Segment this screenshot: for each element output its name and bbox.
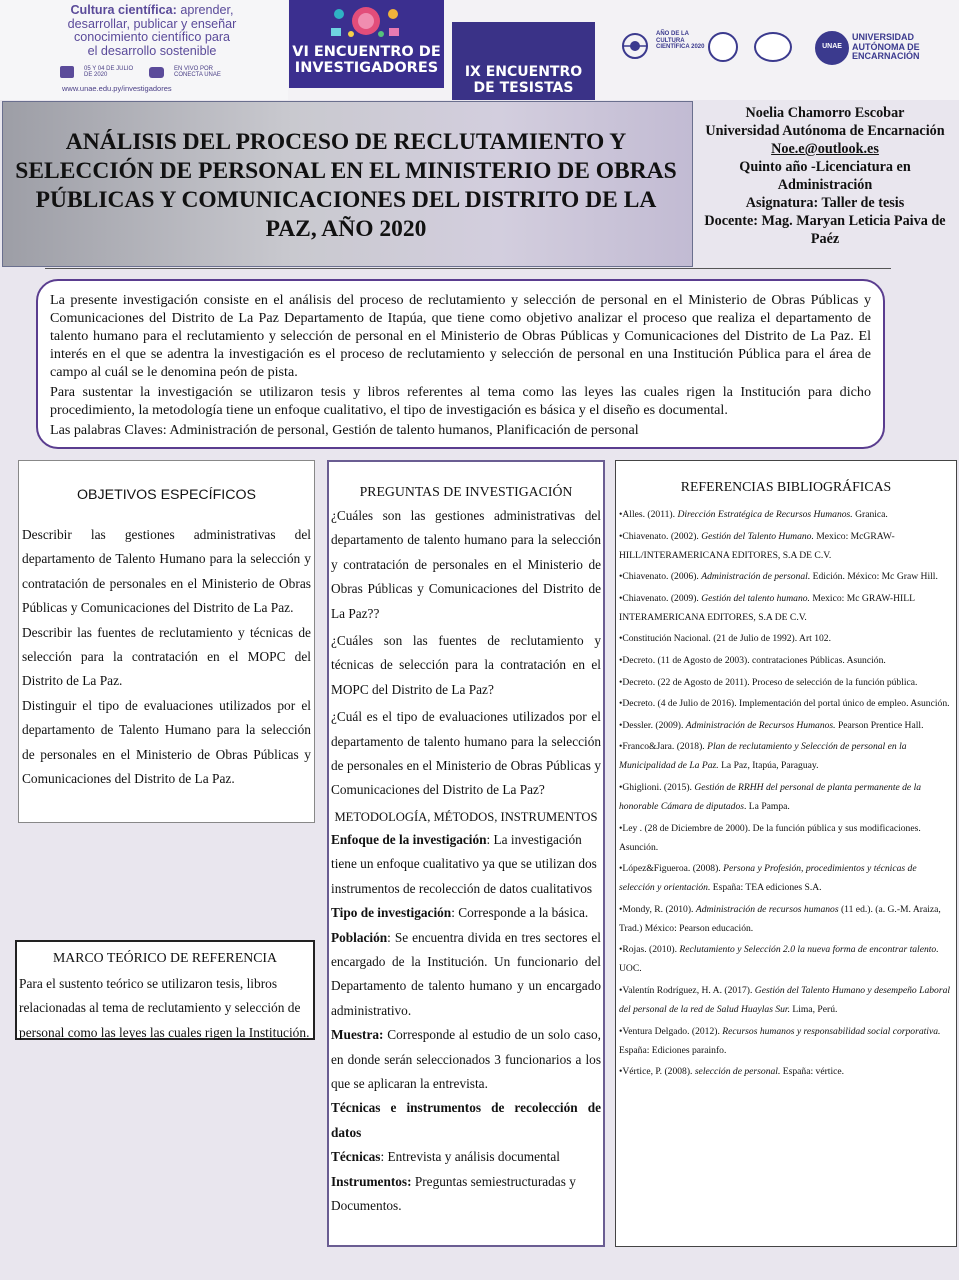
poblacion-text: : Se encuentra divida en tres sectores el encargado de la Institución. Un funcionario del Departamento de talento humano y un encargado administrativo. (331, 929, 601, 1018)
university-logo-text: UNIVERSIDAD AUTÓNOMA DE ENCARNACIÓN (852, 32, 920, 61)
objective-item: Describir las fuentes de reclutamiento y técnicas de selección para la contratación en el MOPC del Distrito de La Paz. (22, 624, 311, 689)
reference-title: Gestión del Talento Humano y desempeño Laboral del personal de la red de Salud Huaylas Sur. (619, 984, 951, 1015)
theory-box (15, 940, 315, 1040)
reference-text: Pearson Prentice Hall. (835, 719, 924, 731)
reference-text: •López&Figueroa. (2008). (619, 863, 724, 875)
reference-item (619, 589, 953, 627)
muestra-label: Muestra: (331, 1027, 384, 1043)
author-block (693, 104, 957, 248)
event-live: EN VIVO POR CONECTA UNAE (174, 66, 221, 78)
reference-text: •Ghiglioni. (2015). (619, 781, 695, 793)
tecnicas-heading: Técnicas e instrumentos de recolección de datos (331, 1100, 601, 1140)
live-stream-icon (149, 67, 164, 78)
reference-item (619, 737, 953, 775)
abstract-keywords: Las palabras Claves: Administración de personal, Gestión de talento humanos, Planificación de personal (50, 422, 639, 438)
reference-item (619, 527, 953, 565)
reference-text: Mexico: McGRAW-HILL/INTERAMERICANA EDITORES, S.A DE C.V. (619, 530, 895, 561)
reference-item (619, 629, 953, 648)
reference-item (619, 651, 953, 670)
references-list (619, 505, 953, 1081)
science-icons-art (325, 4, 407, 40)
reference-text: . La Pampa. (744, 800, 790, 812)
reference-text: Granica. (852, 509, 888, 520)
author-university: Universidad Autónoma de Encarnación (705, 123, 945, 139)
tecnicas-label: Técnicas (331, 1149, 381, 1165)
reference-text: •Constitución Nacional. (21 de Julio de 1992). Art 102. (619, 633, 831, 645)
slogan-line-2: desarrollar, publicar y enseñar (67, 16, 237, 31)
abstract-box (36, 279, 885, 449)
reference-title: Gestión de RRHH del personal de planta permanente de la honorable Cámara de diputados (619, 781, 922, 812)
objective-item: Describir las gestiones administrativas del departamento de Talento Humano para la selección y contratación de personales en el Ministerio de Obras Públicas y Comunicaciones del Distrito de La Paz. (22, 527, 311, 616)
divider (45, 268, 891, 269)
slogan-line-3: conocimiento científico para (73, 30, 231, 44)
slogan-bold: Cultura científica: (70, 3, 177, 17)
muestra-text: Corresponde al estudio de un solo caso, en donde serán seleccionados 3 funcionarios a los que se aplicaran la entrevista. (331, 1027, 601, 1091)
reference-item (619, 778, 953, 816)
reference-title: Reclutamiento y Selección 2.0 la nueva forma de encontrar talento. (679, 944, 939, 956)
reference-title: Dirección Estratégica de Recursos Humanos. (677, 509, 853, 520)
header-banner (0, 0, 959, 100)
science-year-icon (620, 31, 650, 61)
reference-item (619, 716, 953, 735)
methodology-poblacion (331, 926, 601, 1024)
reference-text: Edición. México: Mc Graw Hill. (810, 571, 938, 583)
objectives-heading: OBJETIVOS ESPECÍFICOS (77, 487, 256, 503)
event-slogan (36, 4, 268, 58)
methodology-muestra (331, 1023, 601, 1096)
event-dates: 05 Y 04 DE JULIO DE 2020 (84, 66, 134, 78)
reference-text: •Chiavenato. (2002). (619, 530, 702, 542)
question-item: ¿Cuáles son las gestiones administrativas del departamento de talento humano para la selección y contratación de personales en el Ministerio de Obras Públicas y Comunicaciones del Distrito de La Paz?? (331, 508, 601, 621)
partner-logo-icon (754, 32, 792, 62)
reference-item (619, 819, 953, 857)
slogan-line-4: el desarrollo sostenible (87, 43, 217, 58)
tipo-label: Tipo de investigación (331, 905, 452, 921)
questions-box (327, 460, 605, 1247)
cidi-logo-icon (708, 32, 738, 62)
poster-title: ANÁLISIS DEL PROCESO DE RECLUTAMIENTO Y SELECCIÓN DE PERSONAL EN EL MINISTERIO DE OBRAS PÚBLICAS Y COMUNICACIONES DEL DISTRITO DE LA PAZ, AÑO 2020 (15, 129, 677, 242)
abstract-paragraph-2: Para sustentar la investigación se utilizaron tesis y libros referentes al tema como las leyes las cuales rigen la Institución para dicho procedimiento, la metodología tiene un enfoque cualitativo, el tipo de investigación es básica y el diseño es documental. (50, 384, 871, 418)
reference-text: •Franco&Jara. (2018). (619, 741, 708, 753)
event-logo-investigadores (289, 0, 444, 88)
reference-text: Mexico: Mc GRAW-HILL INTERAMERICANA EDITORES, S.A DE C.V. (619, 592, 915, 623)
question-item: ¿Cuál es el tipo de evaluaciones utilizados por el departamento de talento humano para la selección de personales en el Ministerio de Obras Públicas y Comunicaciones del Distrito de La Paz? (331, 709, 601, 798)
tipo-text: : Corresponde a la básica. (451, 905, 589, 921)
reference-text: •Chiavenato. (2006). (619, 571, 702, 583)
reference-item (619, 981, 953, 1019)
theory-text: Para el sustento teórico se utilizaron tesis, libros relacionadas al tema de reclutamiento y selección de personal como las leyes las cuales rigen la Institución. (19, 976, 310, 1040)
author-program: Quinto año -Licenciatura en Administración (739, 159, 911, 193)
methodology-instrumentos (331, 1170, 601, 1219)
reference-text: España: TEA ediciones S.A. (710, 882, 822, 894)
reference-item (619, 940, 953, 978)
methodology-tipo (331, 901, 601, 925)
event-slogan-panel (0, 0, 288, 100)
event-logo-tesistas (452, 22, 595, 100)
reference-item (619, 1022, 953, 1060)
reference-text: España: Ediciones parainfo. (619, 1044, 727, 1056)
author-name: Noelia Chamorro Escobar (745, 105, 905, 121)
methodology-tecnicas-heading (331, 1096, 601, 1145)
unae-seal-icon (815, 31, 849, 65)
reference-text: •Decreto. (4 de Julio de 2016). Implementación del portal único de empleo. Asunción. (619, 698, 950, 710)
reference-text: Lima, Perú. (789, 1003, 838, 1015)
instrumentos-text: Preguntas semiestructuradas y Documentos. (331, 1173, 576, 1213)
reference-item (619, 505, 953, 524)
event-url[interactable]: www.unae.edu.py/investigadores (62, 84, 172, 93)
reference-item (619, 1062, 953, 1081)
question-item: ¿Cuáles son las fuentes de reclutamiento y técnicas de selección para la contratación en el MOPC del Distrito de La Paz? (331, 633, 601, 697)
event-title-1: VI ENCUENTRO DE INVESTIGADORES (292, 44, 441, 76)
questions-heading: PREGUNTAS DE INVESTIGACIÓN (359, 484, 573, 499)
enfoque-label: Enfoque de la investigación (331, 831, 487, 847)
tecnicas-text: : Entrevista y análisis documental (380, 1149, 560, 1165)
reference-item (619, 673, 953, 692)
reference-text: (11 ed.). (a. G.-M. Araiza, Trad.) México: Pearson educación. (619, 903, 941, 934)
reference-title: selección de personal. (694, 1066, 781, 1078)
reference-title: Gestión del talento humano. (701, 592, 810, 604)
objectives-box (18, 460, 315, 823)
reference-title: Administración de Recursos Humanos. (685, 719, 836, 731)
reference-text: La Paz, Itapúa, Paraguay. (718, 760, 819, 772)
author-subject: Asignatura: Taller de tesis (745, 195, 905, 211)
instrumentos-label: Instrumentos: (331, 1173, 412, 1189)
reference-text: •Chiavenato. (2009). (619, 592, 702, 604)
calendar-icon (60, 66, 74, 78)
title-panel (2, 101, 693, 267)
reference-title: Persona y Profesión, procedimientos y técnicas de selección y orientación. (619, 863, 917, 894)
reference-title: Plan de reclutamiento y Selección de personal en la Municipalidad de La Paz. (619, 741, 907, 772)
reference-title: Recursos humanos y responsabilidad social corporativa. (722, 1025, 941, 1037)
reference-text: •Ley . (28 de Diciembre de 2000). De la función pública y sus modificaciones. Asunción. (619, 822, 921, 853)
references-heading: REFERENCIAS BIBLIOGRÁFICAS (680, 479, 892, 494)
reference-item (619, 567, 953, 586)
reference-item (619, 859, 953, 897)
institution-logos (620, 25, 955, 65)
references-box (615, 460, 957, 1247)
reference-title: Gestión del Talento Humano. (701, 530, 814, 542)
event-dates-row (60, 66, 234, 78)
author-email[interactable]: Noe.e@outlook.es (771, 141, 879, 157)
reference-title: Administración de recursos humanos (695, 903, 839, 915)
methodology-tecnicas (331, 1145, 601, 1169)
reference-text: •Decreto. (22 de Agosto de 2011). Proceso de selección de la función pública. (619, 676, 918, 688)
reference-text: •Ventura Delgado. (2012). (619, 1025, 723, 1037)
reference-text: •Dessler. (2009). (619, 719, 686, 731)
event-title-2: IX ENCUENTRO DE TESISTAS (464, 64, 583, 96)
unae-seal-text: UNAE (822, 43, 842, 50)
reference-text: •Decreto. (11 de Agosto de 2003). contrataciones Públicas. Asunción. (619, 654, 886, 666)
reference-text: •Vértice, P. (2008). (619, 1066, 695, 1078)
enfoque-text: : La investigación tiene un enfoque cualitativo ya que se utilizan dos instrumentos de recolección de datos cualitativos (331, 831, 597, 896)
reference-text: •Mondy, R. (2010). (619, 903, 696, 915)
reference-text: •Valentín Rodríguez, H. A. (2017). (619, 984, 755, 996)
author-teacher: Docente: Mag. Maryan Leticia Paiva de Paéz (704, 213, 946, 247)
methodology-enfoque (331, 828, 601, 901)
reference-item (619, 900, 953, 938)
reference-title: Administración de personal. (701, 571, 811, 583)
reference-text: •Rojas. (2010). (619, 944, 680, 956)
abstract-paragraph-1: La presente investigación consiste en el análisis del proceso de reclutamiento y selección de personal en el Ministerio de Obras Públicas y Comunicaciones del Distrito de La Paz Departamento de Itapúa, que tiene como objetivo analizar el proceso que realiza el departamento de talento humano para el reclutamiento y selección de personal en el Ministerio de Obras Públicas y Comunicaciones del Distrito de La Paz. El interés en el que se adentra la investigación es el proceso de reclutamiento y selección de personal en una Institución Pública para el área de campo al cuál se le denomina peón de pista. (50, 292, 871, 380)
reference-text: España: vértice. (780, 1066, 845, 1078)
reference-text: •Alles. (2011). (619, 509, 678, 520)
methodology-heading: METODOLOGÍA, MÉTODOS, INSTRUMENTOS (334, 809, 598, 824)
reference-text: UOC. (619, 963, 642, 975)
slogan-line-1: aprender, (176, 3, 234, 17)
reference-item (619, 694, 953, 713)
theory-heading: MARCO TEÓRICO DE REFERENCIA (53, 950, 277, 965)
poblacion-label: Población (331, 929, 388, 945)
objective-item: Distinguir el tipo de evaluaciones utilizados por el departamento de Talento Humano para la selección de personales en el Ministerio de Obras Públicas y Comunicaciones del Distrito de La Paz. (22, 697, 311, 787)
science-year-logo-text: AÑO DE LA CULTURA CIENTÍFICA 2020 (656, 31, 705, 50)
